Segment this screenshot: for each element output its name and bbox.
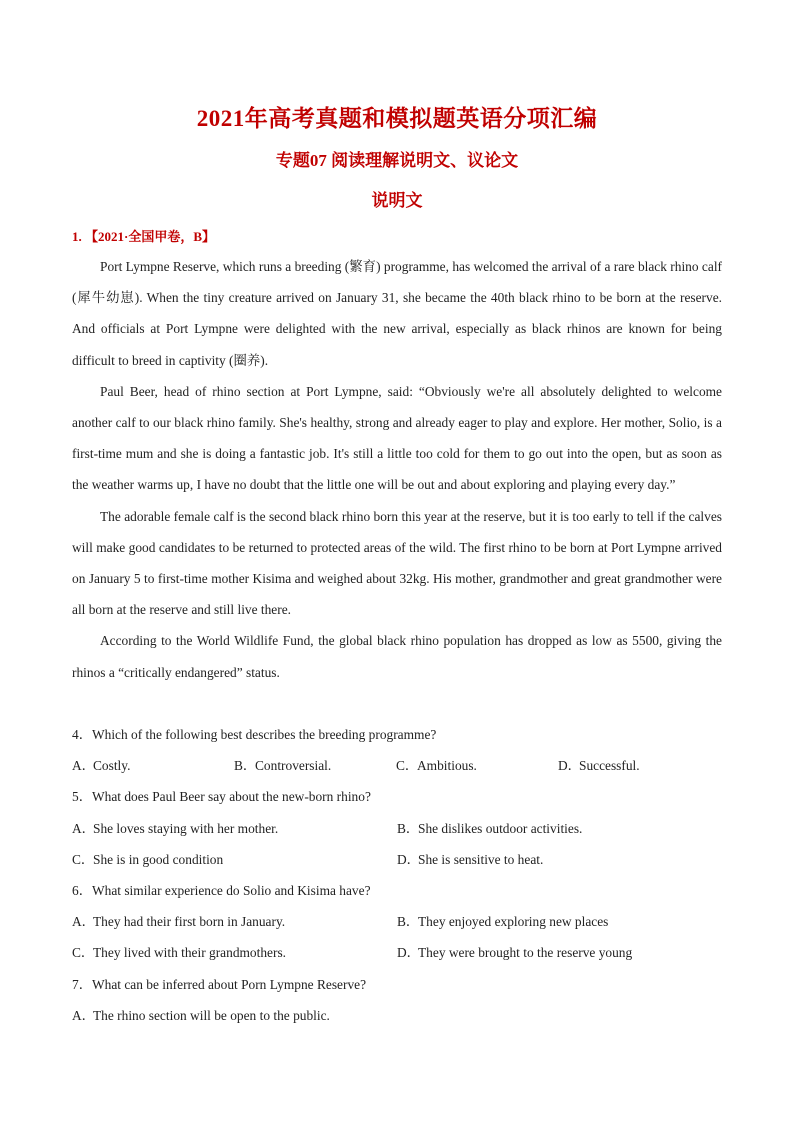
question-number: 6．: [72, 882, 93, 898]
page-title: 2021年高考真题和模拟题英语分项汇编: [196, 106, 598, 131]
question-7: [72, 969, 722, 1000]
option-b: B．She dislikes outdoor activities.: [397, 820, 583, 836]
option-row: [72, 937, 722, 968]
option-a: A．Costly.: [72, 758, 131, 774]
option-row: [72, 844, 722, 875]
question-text: What does Paul Beer say about the new-born rhino?: [92, 789, 371, 805]
passage-paragraph: According to the World Wildlife Fund, the global black rhino population has dropped as low as 5500, giving the rhinos a “critically endangered” status.: [72, 633, 722, 680]
option-row: [72, 1000, 722, 1031]
option-b: B．They enjoyed exploring new places: [397, 914, 609, 930]
passage-paragraph: The adorable female calf is the second black rhino born this year at the reserve, but it is too early to tell if the calves will make good candidates to be returned to protected areas of the wild. The first rhino to be born at Port Lympne arrived on January 5 to first-time mother Kisima and weighed about 32kg. His mother, grandmother and great grandmother were all born at the reserve and still live there.: [72, 508, 722, 618]
option-row: [72, 750, 722, 781]
option-a: A．The rhino section will be open to the public.: [72, 1007, 330, 1023]
option-c: C．She is in good condition: [72, 851, 224, 867]
question-list: [72, 719, 722, 1031]
option-a: A．They had their first born in January.: [72, 914, 286, 930]
passage-paragraph: Port Lympne Reserve, which runs a breeding (繁育) programme, has welcomed the arrival of a rare black rhino calf (犀牛幼崽). When the tiny creature arrived on January 31, she became the 40th black rhino to be born at the reserve. And officials at Port Lympne were delighted with the new arrival, especially as black rhinos are known for being difficult to breed in captivity (圈养).: [72, 259, 722, 368]
option-d: D．Successful.: [558, 758, 640, 774]
reading-passage: [72, 251, 722, 688]
option-a: A．She loves staying with her mother.: [72, 820, 279, 836]
option-b: B．Controversial.: [234, 758, 332, 774]
option-row: [72, 906, 722, 937]
passage-paragraph: Paul Beer, head of rhino section at Port Lympne, said: “Obviously we're all absolutely delighted to welcome another calf to our black rhino family. She's healthy, strong and already eager to play and explore. Her mother, Solio, is a first-time mum and she is doing a fantastic job. It's still a little too cold for them to go out into the open, but as soon as the weather warms up, I have no doubt that the little one will be out and about exploring and playing every day.”: [72, 383, 722, 493]
question-text: Which of the following best describes the breeding programme?: [92, 727, 437, 742]
question-6: [72, 875, 722, 906]
question-source-heading: 1. 【2021·全国甲卷，B】: [72, 229, 216, 244]
topic-subtitle: 专题07 阅读理解说明文、议论文: [275, 151, 519, 170]
question-number: 4．: [72, 727, 93, 742]
option-d: D．She is sensitive to heat.: [397, 851, 544, 867]
question-number: 5．: [72, 789, 93, 805]
question-5: [72, 781, 722, 812]
section-heading: 说明文: [371, 191, 423, 210]
option-c: C．Ambitious.: [396, 758, 477, 774]
question-4: [72, 719, 722, 750]
question-text: What similar experience do Solio and Kisima have?: [92, 882, 371, 898]
option-d: D．They were brought to the reserve young: [397, 945, 633, 961]
question-number: 7．: [72, 976, 93, 992]
option-row: [72, 813, 722, 844]
question-text: What can be inferred about Porn Lympne Reserve?: [92, 976, 367, 992]
option-c: C．They lived with their grandmothers.: [72, 945, 287, 961]
